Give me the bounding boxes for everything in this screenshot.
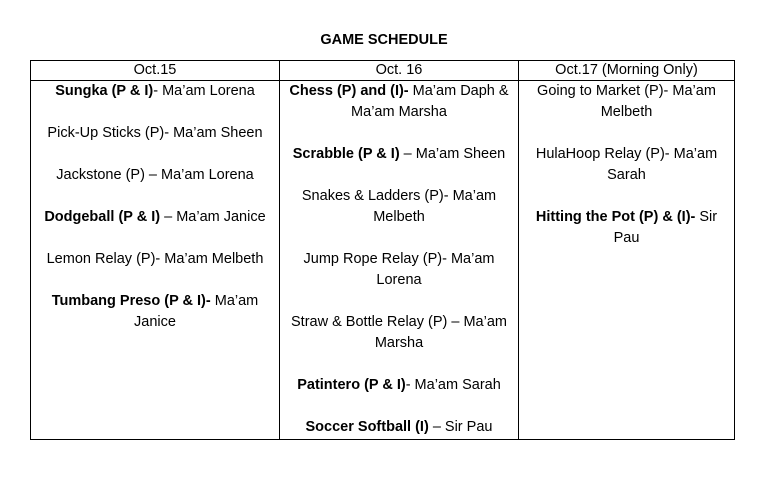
game-entry: [35, 291, 275, 333]
game-detail: – Sir Pau: [428, 419, 493, 435]
game-detail: HulaHoop Relay (P)- Ma’am Sarah: [535, 146, 718, 183]
game-detail: Straw & Bottle Relay (P) – Ma’am Marsha: [291, 314, 507, 351]
game-detail: Snakes & Ladders (P)- Ma’am Melbeth: [301, 188, 497, 225]
game-detail: Jump Rope Relay (P)- Ma’am Lorena: [303, 251, 495, 288]
day-cell-oct-16: [280, 81, 519, 440]
game-detail: Pick-Up Sticks (P)- Ma’am Sheen: [47, 125, 263, 141]
game-detail: - Ma’am Sarah: [405, 377, 501, 393]
game-entry: [284, 186, 514, 228]
game-entry: [523, 81, 730, 123]
game-name: Sungka (P & I): [55, 83, 154, 99]
game-detail: – Ma’am Sheen: [399, 146, 506, 162]
game-entry: [35, 207, 275, 228]
game-detail: Jackstone (P) – Ma’am Lorena: [56, 167, 254, 183]
game-entry: [35, 249, 275, 270]
game-name: Hitting the Pot (P) & (I)-: [535, 209, 696, 225]
game-entry: [523, 207, 730, 249]
game-detail: Ma’am Janice: [134, 293, 259, 330]
game-entry: [284, 81, 514, 123]
game-entry: [284, 312, 514, 354]
game-detail: Lemon Relay (P)- Ma’am Melbeth: [46, 251, 264, 267]
game-entry: [284, 417, 514, 438]
game-entry: [284, 375, 514, 396]
column-header-oct-17: Oct.17 (Morning Only): [519, 61, 735, 81]
game-name: Patintero (P & I): [297, 377, 406, 393]
game-name: Tumbang Preso (P & I)-: [51, 293, 211, 309]
page-title: GAME SCHEDULE: [320, 32, 448, 48]
game-detail: Going to Market (P)- Ma’am Melbeth: [537, 83, 716, 120]
column-header-oct-16: Oct. 16: [280, 61, 519, 81]
schedule-table: [30, 60, 735, 440]
game-detail: Ma’am Daph & Ma’am Marsha: [351, 83, 509, 120]
game-name: Chess (P) and (I)-: [289, 83, 409, 99]
game-entry: [35, 81, 275, 102]
game-name: Dodgeball (P & I): [44, 209, 161, 225]
game-name: Soccer Softball (I): [305, 419, 429, 435]
game-entry: [523, 144, 730, 186]
game-name: Scrabble (P & I): [292, 146, 400, 162]
game-detail: – Ma’am Janice: [160, 209, 266, 225]
day-cell-oct-15: [31, 81, 280, 440]
game-entry: [35, 165, 275, 186]
day-cell-oct-17: [519, 81, 735, 440]
game-detail: Sir Pau: [613, 209, 718, 246]
schedule-row: [31, 81, 735, 440]
game-entry: [284, 144, 514, 165]
game-detail: - Ma’am Lorena: [153, 83, 255, 99]
column-header-oct-15: Oct.15: [31, 61, 280, 81]
header-row: [31, 61, 735, 81]
game-entry: [35, 123, 275, 144]
game-entry: [284, 249, 514, 291]
